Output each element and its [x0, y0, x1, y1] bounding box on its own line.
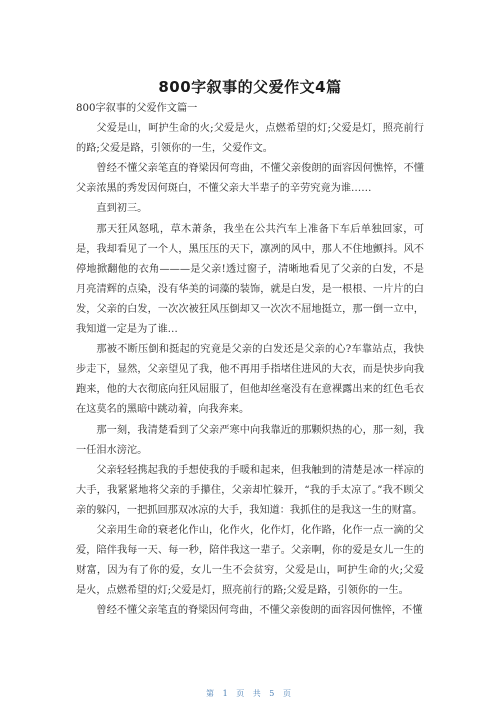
- paragraph: 父亲用生命的衰老化作山，化作火，化作灯，化作路，化作一点一滴的父爱，陪伴我每一天、每一秒，陪伴我这一辈子。父亲啊，你的爱是女儿一生的财富，因为有了你的爱，女儿一生不会贫穷，父爱是山，呵护生命的火;父爱是火，点燃希望的灯;父爱是灯，照亮前行的路;父爱是路，引领你的一生。: [76, 524, 424, 597]
- document-title: 800字叙事的父爱作文4篇: [158, 78, 342, 96]
- paragraph: 父爱是山，呵护生命的火;父爱是火，点燃希望的灯;父爱是灯，照亮前行的路;父爱是路，引领你的一生，父爱作文。: [76, 123, 424, 155]
- paragraph: 那一刻，我清楚看到了父亲严寒中向我靠近的那颗炽热的心，那一刻，我一任泪水滂沱。: [76, 424, 424, 456]
- paragraph: 曾经不懂父亲笔直的脊梁因何弯曲，不懂父亲俊朗的面容因何憔悴，不懂父亲浓黑的秀发因何斑白，不懂父亲大半辈子的辛劳究竟为谁……: [76, 163, 424, 195]
- section-heading: 800字叙事的父爱作文篇一: [76, 103, 198, 114]
- paragraph: 那被不断压倒和挺起的究竟是父亲的白发还是父亲的心?车靠站点，我快步走下，显然，父亲望见了我，他不再用手指堵住进风的大衣，而是快步向我跑来，他的大衣彻底向狂风屈服了，但他却丝毫没有在意裸露出来的红色毛衣在这莫名的黑暗中跳动着，向我奔来。: [76, 344, 424, 416]
- document-body: [76, 99, 424, 621]
- paragraph: 曾经不懂父亲笔直的脊梁因何弯曲，不懂父亲俊朗的面容因何憔悴，不懂: [96, 605, 423, 617]
- paragraph: 那天狂风怒吼，草木萧条，我坐在公共汽车上准备下车后单独回家，可是，我却看见了一个人，黑压压的天下，凛冽的风中，那人不住地颤抖。风不停地掀翻他的衣角———是父亲!透过窗子，清晰地看见了父亲的白发，不是月亮清辉的点染，没有华美的词藻的装饰，就是白发，是一根根、一片片的白发，父亲的白发，一次次被狂风压倒却又一次次不屈地挺立，那一倒一立中，我知道一定是为了谁…: [76, 223, 424, 336]
- paragraph: 父亲轻轻携起我的手想使我的手暖和起来，但我触到的清楚是冰一样凉的大手，我紧紧地将父亲的手攥住，父亲却忙躲开，“我的手太凉了。”我不顾父亲的躲闪，一把抓回那双冰凉的大手，我知道：我抓住的是我这一生的财富。: [76, 464, 424, 516]
- paragraph: 直到初三。: [96, 203, 148, 215]
- page-number: 第 1 页 共 5 页: [206, 689, 294, 698]
